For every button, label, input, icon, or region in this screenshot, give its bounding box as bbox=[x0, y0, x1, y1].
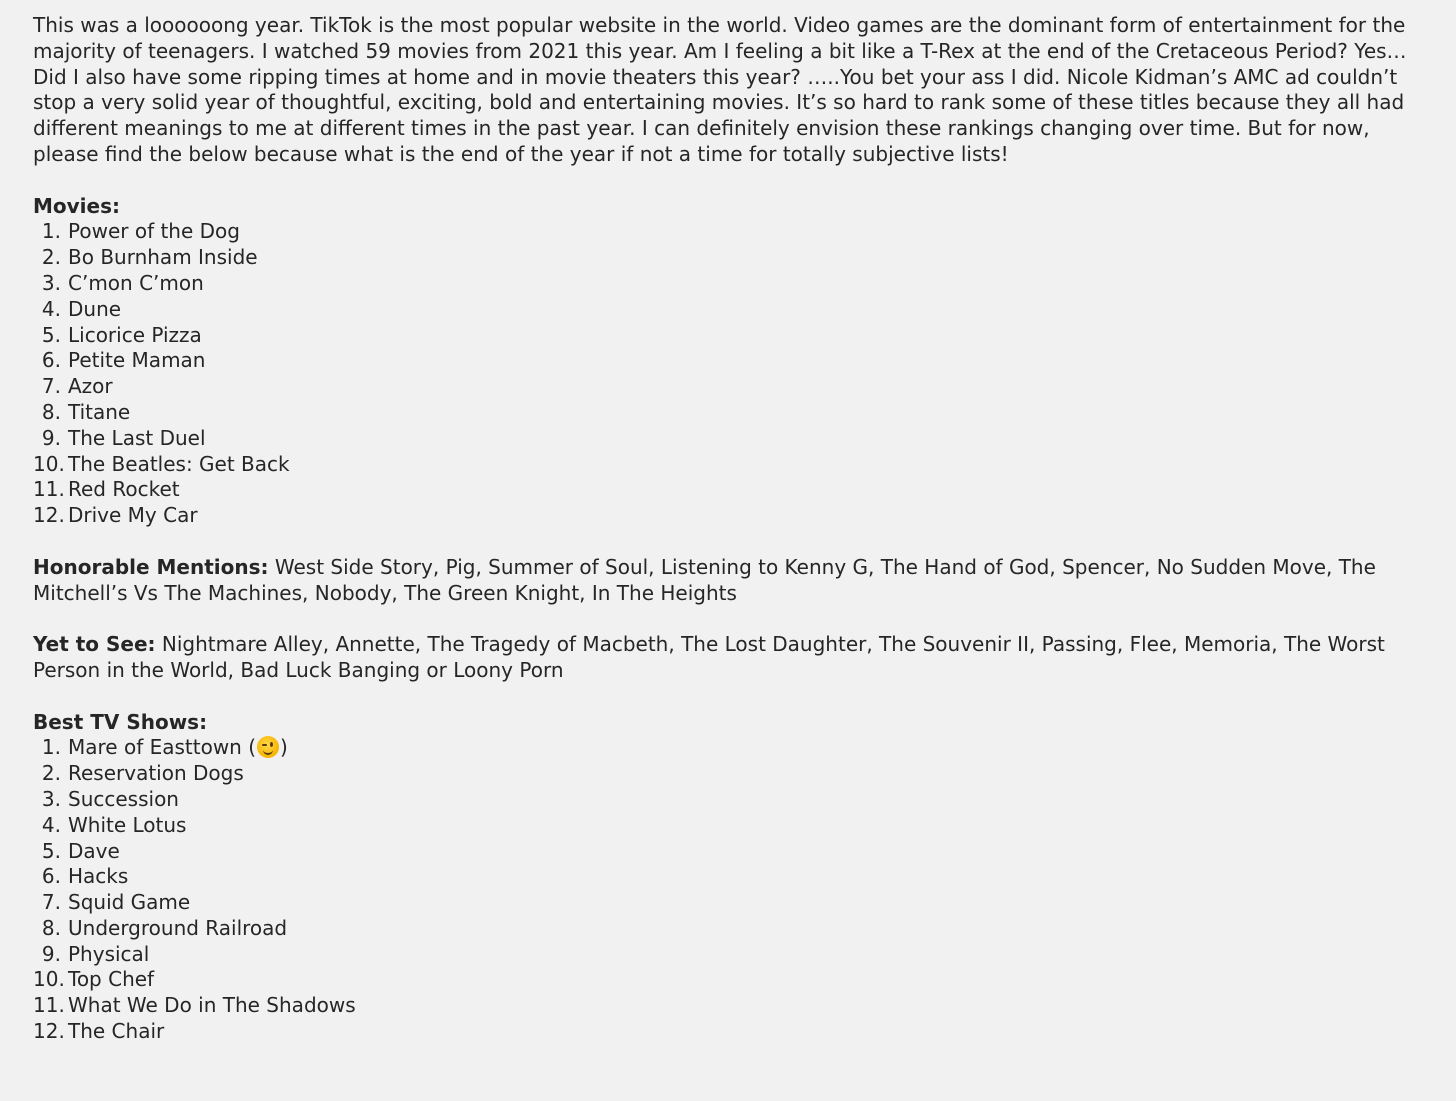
item-title: Red Rocket bbox=[68, 477, 180, 502]
item-number: 2. bbox=[41, 761, 61, 786]
article-body bbox=[33, 13, 1425, 1045]
honorable-mentions-paragraph bbox=[33, 555, 1425, 607]
list-item bbox=[33, 323, 1425, 349]
item-title: Power of the Dog bbox=[68, 219, 240, 244]
item-number: 9. bbox=[41, 425, 61, 450]
list-item bbox=[33, 374, 1425, 400]
honorable-mentions-text: West Side Story, Pig, Summer of Soul, Listening to Kenny G, The Hand of God, Spencer, No Sudden Move, The Mitchell’s Vs The Machines, Nobody, The Green Knight, In The Heights bbox=[33, 554, 1376, 605]
item-number: 3. bbox=[41, 786, 61, 811]
tv-heading: Best TV Shows: bbox=[33, 709, 208, 734]
list-item bbox=[33, 452, 1425, 478]
item-title: Physical bbox=[68, 941, 150, 966]
item-number: 9. bbox=[41, 941, 61, 966]
list-item bbox=[33, 271, 1425, 297]
item-title: Underground Railroad bbox=[68, 915, 288, 940]
item-title: Azor bbox=[68, 374, 113, 399]
item-title: The Beatles: Get Back bbox=[68, 451, 290, 476]
item-number: 12. bbox=[33, 1019, 65, 1044]
item-title: The Last Duel bbox=[68, 425, 206, 450]
item-title: Squid Game bbox=[68, 890, 191, 915]
intro-paragraph: This was a loooooong year. TikTok is the most popular website in the world. Video games are the dominant form of entertainment for the majority of teenagers. I watched 59 movies from 2021 this year. Am I feeling a bit like a T-Rex at the end of the Cretaceous Period? Yes… Did I also have some ripping times at home and in movie theaters this year? …..You bet your ass I did. Nicole Kidman’s AMC ad couldn’t stop a very solid year of thoughtful, exciting, bold and entertaining movies. It’s so hard to rank some of these titles because they all had different meanings to me at different times in the past year. I can definitely envision these rankings changing over time. But for now, please find the below because what is the end of the year if not a time for totally subjective lists! bbox=[33, 13, 1407, 166]
list-item bbox=[33, 967, 1425, 993]
list-item bbox=[33, 348, 1425, 374]
list-item bbox=[33, 219, 1425, 245]
list-item bbox=[33, 245, 1425, 271]
spacer bbox=[33, 168, 1425, 194]
item-title-text: Mare of Easttown ( bbox=[68, 735, 257, 760]
list-item bbox=[33, 1019, 1425, 1045]
spacer bbox=[33, 684, 1425, 710]
item-title: Succession bbox=[68, 786, 179, 811]
item-title: Hacks bbox=[68, 864, 129, 889]
item-title: Dune bbox=[68, 296, 122, 321]
item-number: 10. bbox=[33, 451, 65, 476]
item-number: 4. bbox=[41, 296, 61, 321]
spacer bbox=[33, 529, 1425, 555]
item-title: Bo Burnham Inside bbox=[68, 245, 258, 270]
list-item bbox=[33, 813, 1425, 839]
item-title-close: ) bbox=[280, 735, 288, 760]
item-number: 8. bbox=[41, 399, 61, 424]
list-item bbox=[33, 477, 1425, 503]
list-item bbox=[33, 503, 1425, 529]
item-number: 2. bbox=[41, 245, 61, 270]
item-number: 7. bbox=[41, 890, 61, 915]
item-title: Petite Maman bbox=[68, 348, 206, 373]
item-title: Top Chef bbox=[68, 967, 155, 992]
list-item bbox=[33, 916, 1425, 942]
item-number: 10. bbox=[33, 967, 65, 992]
list-item bbox=[33, 761, 1425, 787]
item-number: 5. bbox=[41, 322, 61, 347]
item-title: Reservation Dogs bbox=[68, 761, 244, 786]
item-title: White Lotus bbox=[68, 812, 187, 837]
movies-list bbox=[33, 219, 1425, 529]
list-item bbox=[33, 787, 1425, 813]
list-item bbox=[33, 993, 1425, 1019]
item-number: 7. bbox=[41, 374, 61, 399]
item-number: 1. bbox=[41, 735, 61, 760]
item-title: Dave bbox=[68, 838, 120, 863]
tv-list bbox=[33, 735, 1425, 1045]
item-number: 5. bbox=[41, 838, 61, 863]
item-number: 11. bbox=[33, 993, 65, 1018]
item-number: 6. bbox=[41, 864, 61, 889]
item-number: 12. bbox=[33, 503, 65, 528]
list-item bbox=[33, 400, 1425, 426]
item-title bbox=[68, 735, 288, 761]
yet-to-see-paragraph bbox=[33, 632, 1425, 684]
item-title: C’mon C’mon bbox=[68, 270, 204, 295]
list-item bbox=[33, 942, 1425, 968]
item-number: 4. bbox=[41, 812, 61, 837]
item-title: Licorice Pizza bbox=[68, 322, 202, 347]
item-title: The Chair bbox=[68, 1019, 165, 1044]
item-title: What We Do in The Shadows bbox=[68, 993, 356, 1018]
item-number: 6. bbox=[41, 348, 61, 373]
list-item bbox=[33, 297, 1425, 323]
list-item bbox=[33, 890, 1425, 916]
list-item bbox=[33, 839, 1425, 865]
spacer bbox=[33, 606, 1425, 632]
list-item bbox=[33, 735, 1425, 761]
item-number: 3. bbox=[41, 270, 61, 295]
item-number: 1. bbox=[41, 219, 61, 244]
list-item bbox=[33, 426, 1425, 452]
item-number: 8. bbox=[41, 915, 61, 940]
yet-to-see-text: Nightmare Alley, Annette, The Tragedy of Macbeth, The Lost Daughter, The Souvenir II, Passing, Flee, Memoria, The Worst Person in the World, Bad Luck Banging or Loony Porn bbox=[33, 632, 1385, 682]
list-item bbox=[33, 864, 1425, 890]
item-number: 11. bbox=[33, 477, 65, 502]
movies-heading: Movies: bbox=[33, 193, 121, 218]
winking-face-icon bbox=[257, 736, 279, 758]
item-title: Titane bbox=[68, 399, 131, 424]
item-title: Drive My Car bbox=[68, 503, 198, 528]
honorable-mentions-label: Honorable Mentions: bbox=[33, 554, 269, 579]
yet-to-see-label: Yet to See: bbox=[33, 632, 156, 657]
